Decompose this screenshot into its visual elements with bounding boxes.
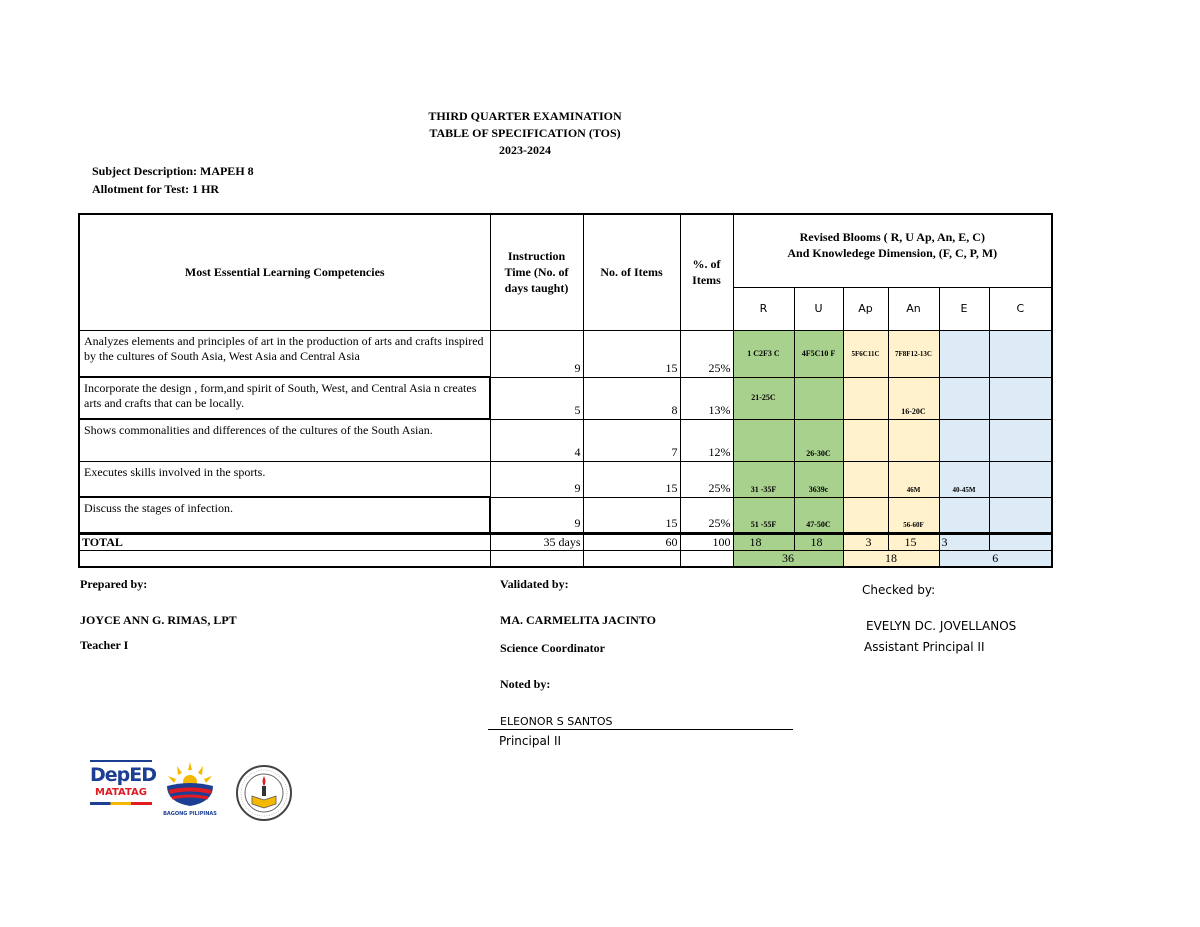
header-blooms bbox=[733, 214, 1052, 287]
ap-cell bbox=[843, 419, 888, 461]
blooms-line-2: And Knowledege Dimension, (F, C, P, M) bbox=[787, 246, 998, 260]
ap-cell bbox=[843, 497, 888, 533]
header-competencies: Most Essential Learning Competencies bbox=[79, 214, 490, 330]
total-label: TOTAL bbox=[79, 533, 490, 550]
bagong-pilipinas-emblem-icon bbox=[163, 760, 217, 806]
header-instruction-time: Instruction Time (No. of days taught) bbox=[490, 214, 583, 330]
total-e: 3 bbox=[939, 533, 989, 550]
r-cell bbox=[733, 419, 794, 461]
total-time: 35 days bbox=[490, 533, 583, 550]
group-total-ec: 6 bbox=[939, 550, 1052, 567]
bloom-header-ap: Ap bbox=[843, 287, 888, 330]
group-total-apan: 18 bbox=[843, 550, 939, 567]
u-cell: 4F5C10 F bbox=[794, 330, 843, 377]
checked-by-title: Assistant Principal II bbox=[864, 640, 985, 654]
r-cell: 51 -55F bbox=[733, 497, 794, 533]
checked-by-name: EVELYN DC. JOVELLANOS bbox=[866, 619, 1017, 633]
e-cell bbox=[939, 497, 989, 533]
time-cell: 5 bbox=[490, 377, 583, 419]
percent-cell: 25% bbox=[680, 497, 733, 533]
group-total-ru: 36 bbox=[733, 550, 843, 567]
percent-cell: 12% bbox=[680, 419, 733, 461]
ap-cell: 5F6C11C bbox=[843, 330, 888, 377]
header-no-of-items: No. of Items bbox=[583, 214, 680, 330]
e-cell: 40-45M bbox=[939, 461, 989, 497]
total-ap: 3 bbox=[843, 533, 888, 550]
c-cell bbox=[989, 330, 1052, 377]
validated-by-name: MA. CARMELITA JACINTO bbox=[500, 613, 656, 627]
title-line-1: THIRD QUARTER EXAMINATION bbox=[428, 109, 622, 123]
deped-logo-text: DepED bbox=[90, 764, 157, 786]
u-cell: 3639c bbox=[794, 461, 843, 497]
table-row bbox=[79, 330, 1052, 377]
total-c bbox=[989, 533, 1052, 550]
an-cell: 46M bbox=[888, 461, 939, 497]
blooms-line-1: Revised Blooms ( R, U Ap, An, E, C) bbox=[799, 230, 985, 244]
e-cell bbox=[939, 377, 989, 419]
an-cell bbox=[888, 419, 939, 461]
percent-cell: 25% bbox=[680, 330, 733, 377]
c-cell bbox=[989, 377, 1052, 419]
school-seal-logo bbox=[233, 764, 295, 822]
competency-cell: Executes skills involved in the sports. bbox=[79, 461, 490, 497]
time-cell: 4 bbox=[490, 419, 583, 461]
c-cell bbox=[989, 419, 1052, 461]
prepared-by-name: JOYCE ANN G. RIMAS, LPT bbox=[80, 613, 237, 627]
bagong-pilipinas-text: BAGONG PILIPINAS bbox=[163, 811, 217, 817]
title-line-2: TABLE OF SPECIFICATION (TOS) bbox=[429, 126, 621, 140]
items-cell: 15 bbox=[583, 330, 680, 377]
tos-table bbox=[78, 213, 1053, 568]
r-cell: 31 -35F bbox=[733, 461, 794, 497]
noted-by-label: Noted by: bbox=[500, 677, 551, 691]
competency-cell: Analyzes elements and principles of art in the production of arts and crafts inspired by the cultures of South Asia, West Asia and Central Asia bbox=[79, 330, 490, 377]
items-cell: 15 bbox=[583, 461, 680, 497]
r-cell: 21-25C bbox=[733, 377, 794, 419]
table-row bbox=[79, 419, 1052, 461]
prepared-by-label: Prepared by: bbox=[80, 577, 148, 591]
school-seal-icon bbox=[233, 764, 295, 822]
percent-cell: 13% bbox=[680, 377, 733, 419]
items-cell: 7 bbox=[583, 419, 680, 461]
total-an: 15 bbox=[888, 533, 939, 550]
document-title-block bbox=[390, 108, 660, 159]
total-row bbox=[79, 533, 1052, 550]
table-row bbox=[79, 461, 1052, 497]
an-cell: 7F8F12-13C bbox=[888, 330, 939, 377]
bloom-header-u: U bbox=[794, 287, 843, 330]
items-cell: 15 bbox=[583, 497, 680, 533]
u-cell: 26-30C bbox=[794, 419, 843, 461]
an-cell: 56-60F bbox=[888, 497, 939, 533]
deped-matatag-logo bbox=[90, 760, 157, 818]
competency-cell: Incorporate the design , form,and spirit of South, West, and Central Asia n creates arts and crafts that can be locally. bbox=[79, 377, 490, 419]
r-cell: 1 C2F3 C bbox=[733, 330, 794, 377]
ap-cell bbox=[843, 461, 888, 497]
competency-cell: Discuss the stages of infection. bbox=[79, 497, 490, 533]
table-row bbox=[79, 497, 1052, 533]
table-row bbox=[79, 377, 1052, 419]
bloom-header-c: C bbox=[989, 287, 1052, 330]
time-cell: 9 bbox=[490, 461, 583, 497]
header-percent-items: %. of Items bbox=[680, 214, 733, 330]
e-cell bbox=[939, 330, 989, 377]
total-items: 60 bbox=[583, 533, 680, 550]
time-cell: 9 bbox=[490, 497, 583, 533]
bloom-header-e: E bbox=[939, 287, 989, 330]
competency-cell: Shows commonalities and differences of the cultures of the South Asian. bbox=[79, 419, 490, 461]
noted-by-title: Principal II bbox=[499, 734, 562, 748]
bloom-header-an: An bbox=[888, 287, 939, 330]
time-cell: 9 bbox=[490, 330, 583, 377]
u-cell bbox=[794, 377, 843, 419]
validated-by-label: Validated by: bbox=[500, 577, 569, 591]
e-cell bbox=[939, 419, 989, 461]
validated-by-title: Science Coordinator bbox=[500, 641, 605, 655]
u-cell: 47-50C bbox=[794, 497, 843, 533]
subject-description: Subject Description: MAPEH 8 bbox=[92, 164, 254, 178]
c-cell bbox=[989, 461, 1052, 497]
prepared-by-title: Teacher I bbox=[80, 638, 129, 652]
bagong-pilipinas-logo bbox=[163, 760, 217, 818]
test-allotment: Allotment for Test: 1 HR bbox=[92, 182, 220, 196]
percent-cell: 25% bbox=[680, 461, 733, 497]
signature-line bbox=[488, 729, 793, 730]
c-cell bbox=[989, 497, 1052, 533]
total-percent: 100 bbox=[680, 533, 733, 550]
an-cell: 16-20C bbox=[888, 377, 939, 419]
noted-by-name: ELEONOR S SANTOS bbox=[500, 715, 613, 728]
total-r: 18 bbox=[733, 533, 794, 550]
checked-by-label: Checked by: bbox=[862, 583, 936, 597]
items-cell: 8 bbox=[583, 377, 680, 419]
total-u: 18 bbox=[794, 533, 843, 550]
ap-cell bbox=[843, 377, 888, 419]
title-line-3: 2023-2024 bbox=[499, 143, 551, 157]
bloom-header-r: R bbox=[733, 287, 794, 330]
matatag-logo-text: MATATAG bbox=[95, 787, 147, 798]
group-total-row bbox=[79, 550, 1052, 567]
